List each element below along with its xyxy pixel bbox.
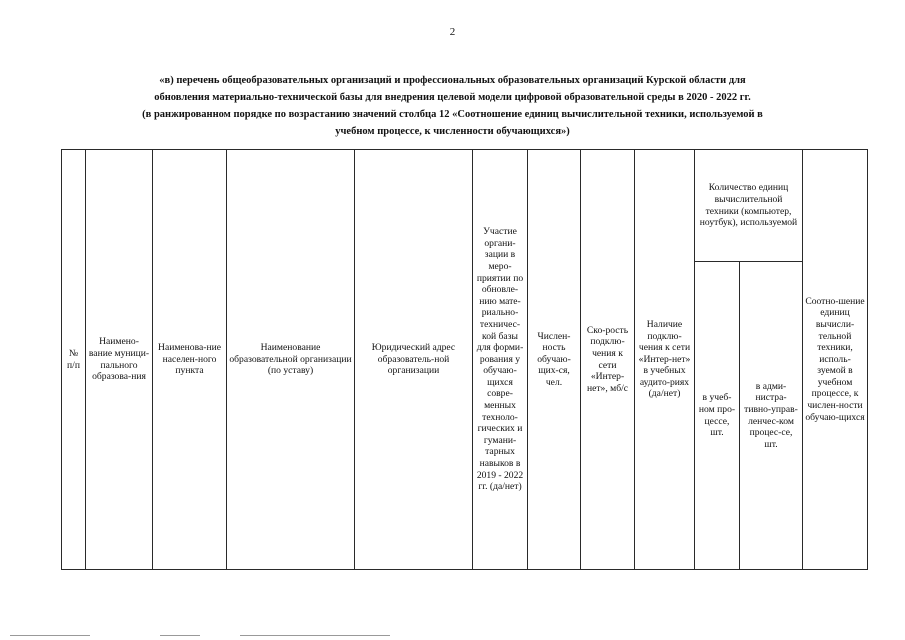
title-line-3: (в ранжированном порядке по возрастанию значений столбца 12 «Соотношение единиц вычислительной техники, используемой в bbox=[142, 109, 763, 120]
header-computers-teaching: в учеб-ном про-цессе, шт. bbox=[695, 262, 740, 570]
header-participation: Участие органи-зации в меро-приятии по обновле-нию мате-риально-техничес-кой базы для форми-рования у обучаю-щихся совре-менных техноло-гических и гумани-тарных навыков в 2019 - 2022 гг. (да/нет) bbox=[473, 150, 528, 570]
header-municipality: Наимено-вание муници-пального образова-ния bbox=[86, 150, 153, 570]
header-legal-address: Юридический адрес образователь-ной организации bbox=[355, 150, 473, 570]
header-internet-speed: Ско-рость подклю-чения к сети «Интер-нет», мб/с bbox=[581, 150, 635, 570]
header-computers-admin: в адми-нистра-тивно-управ-ленчес-ком процес-се, шт. bbox=[740, 262, 803, 570]
document-title bbox=[60, 72, 845, 140]
organizations-table bbox=[61, 149, 868, 570]
title-line-2: обновления материально-технической базы для внедрения целевой модели цифровой образовательной среды в 2020 - 2022 гг. bbox=[154, 92, 751, 103]
header-organization-name: Наименование образовательной организации (по уставу) bbox=[227, 150, 355, 570]
page-number: 2 bbox=[449, 26, 456, 38]
title-line-4: учебном процессе, к численности обучающихся») bbox=[335, 126, 570, 137]
header-ratio: Соотно-шение единиц вычисли-тельной техники, исполь-зуемой в учебном процессе, к числен-ности обучаю-щихся bbox=[803, 150, 868, 570]
header-number: № п/п bbox=[62, 150, 86, 570]
header-internet-access: Наличие подклю-чения к сети «Интер-нет» в учебных аудито-риях (да/нет) bbox=[635, 150, 695, 570]
scan-edge-artifact bbox=[0, 634, 905, 636]
title-line-1: «в) перечень общеобразовательных организаций и профессиональных образовательных организаций Курской области для bbox=[159, 75, 746, 86]
header-settlement: Наименова-ние населен-ного пункта bbox=[153, 150, 227, 570]
header-computers-group: Количество единиц вычислительной техники (компьютер, ноутбук), используемой bbox=[695, 150, 803, 262]
header-student-count: Числен-ность обучаю-щих-ся, чел. bbox=[528, 150, 581, 570]
